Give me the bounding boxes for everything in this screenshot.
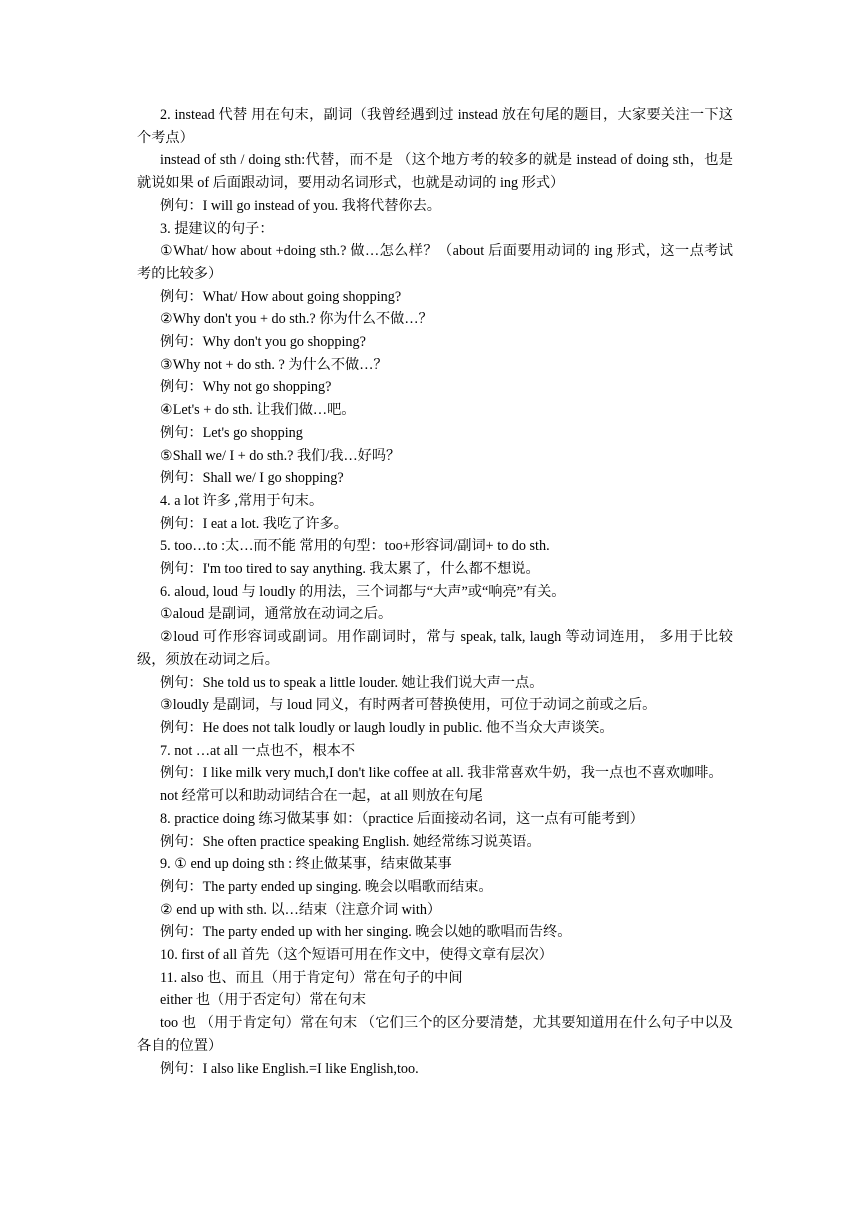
paragraph: 例句：Why don't you go shopping? [160,334,366,351]
paragraph: 例句：The party ended up with her singing. 晚会以她的歌唱而告终。 [160,924,572,941]
paragraph: 6. aloud, loud 与 loudly 的用法，三个词都与“大声”或“响亮”有关。 [160,583,566,600]
paragraph: 3. 提建议的句子： [160,220,274,237]
paragraph: 9. ① end up doing sth : 终止做某事，结束做某事 [160,856,452,873]
document-body [137,104,733,1080]
paragraph: instead of sth / doing sth:代替，而不是 （这个地方考的较多的就是 instead of doing sth，也是就说如果 of 后面跟动词，要用动名词形式，也就是动词的 ing 形式） [137,152,733,192]
paragraph: 例句：I also like English.=I like English,too. [160,1060,419,1077]
paragraph: not 经常可以和助动词结合在一起，at all 则放在句尾 [160,788,483,805]
paragraph: 8. practice doing 练习做某事 如：（practice 后面接动名词，这一点有可能考到） [160,810,644,827]
paragraph: ④Let's + do sth. 让我们做…吧。 [160,402,356,419]
paragraph: ②loud 可作形容词或副词。用作副词时，常与 speak, talk, laugh 等动词连用， 多用于比较级，须放在动词之后。 [137,629,733,668]
paragraph: 例句：Let's go shopping [160,424,303,441]
paragraph: 例句：She often practice speaking English. 她经常练习说英语。 [160,833,541,850]
paragraph: 2. instead 代替 用在句末，副词（我曾经遇到过 instead 放在句尾的题目，大家要关注一下这个考点） [137,107,733,146]
paragraph: 5. too…to :太…而不能 常用的句型：too+形容词/副词+ to do sth. [160,538,550,555]
paragraph: ③Why not + do sth. ? 为什么不做…？ [160,356,388,373]
paragraph: ①What/ how about +doing sth.? 做…怎么样？（about 后面要用动词的 ing 形式，这一点考试考的比较多） [137,243,733,282]
paragraph: ②Why don't you + do sth.? 你为什么不做…？ [160,311,433,328]
paragraph: ⑤Shall we/ I + do sth.? 我们/我…好吗？ [160,447,401,464]
paragraph: 例句：Why not go shopping? [160,379,332,396]
paragraph: 4. a lot 许多 ,常用于句末。 [160,492,324,509]
paragraph: 例句：She told us to speak a little louder. 她让我们说大声一点。 [160,674,544,691]
paragraph: 例句：He does not talk loudly or laugh loudly in public. 他不当众大声谈笑。 [160,719,614,736]
paragraph: 例句：I will go instead of you. 我将代替你去。 [160,197,441,214]
paragraph: too 也 （用于肯定句）常在句末 （它们三个的区分要清楚，尤其要知道用在什么句子中以及各自的位置） [137,1015,733,1054]
paragraph: 7. not …at all 一点也不，根本不 [160,742,356,759]
paragraph: ③loudly 是副词，与 loud 同义，有时两者可替换使用，可位于动词之前或之后。 [160,697,657,714]
paragraph: 例句：Shall we/ I go shopping? [160,470,344,487]
paragraph: ② end up with sth. 以…结束（注意介词 with） [160,901,442,918]
paragraph: 11. also 也、而且（用于肯定句）常在句子的中间 [160,969,463,986]
paragraph: 例句：What/ How about going shopping? [160,288,402,305]
paragraph: 例句：The party ended up singing. 晚会以唱歌而结束。 [160,878,493,895]
paragraph: ①aloud 是副词，通常放在动词之后。 [160,606,393,623]
paragraph: 例句：I like milk very much,I don't like coffee at all. 我非常喜欢牛奶，我一点也不喜欢咖啡。 [160,765,723,782]
paragraph: 10. first of all 首先（这个短语可用在作文中，使得文章有层次） [160,947,553,964]
paragraph: either 也（用于否定句）常在句末 [160,992,367,1009]
paragraph: 例句：I eat a lot. 我吃了许多。 [160,515,348,532]
paragraph: 例句：I'm too tired to say anything. 我太累了，什么都不想说。 [160,561,540,578]
